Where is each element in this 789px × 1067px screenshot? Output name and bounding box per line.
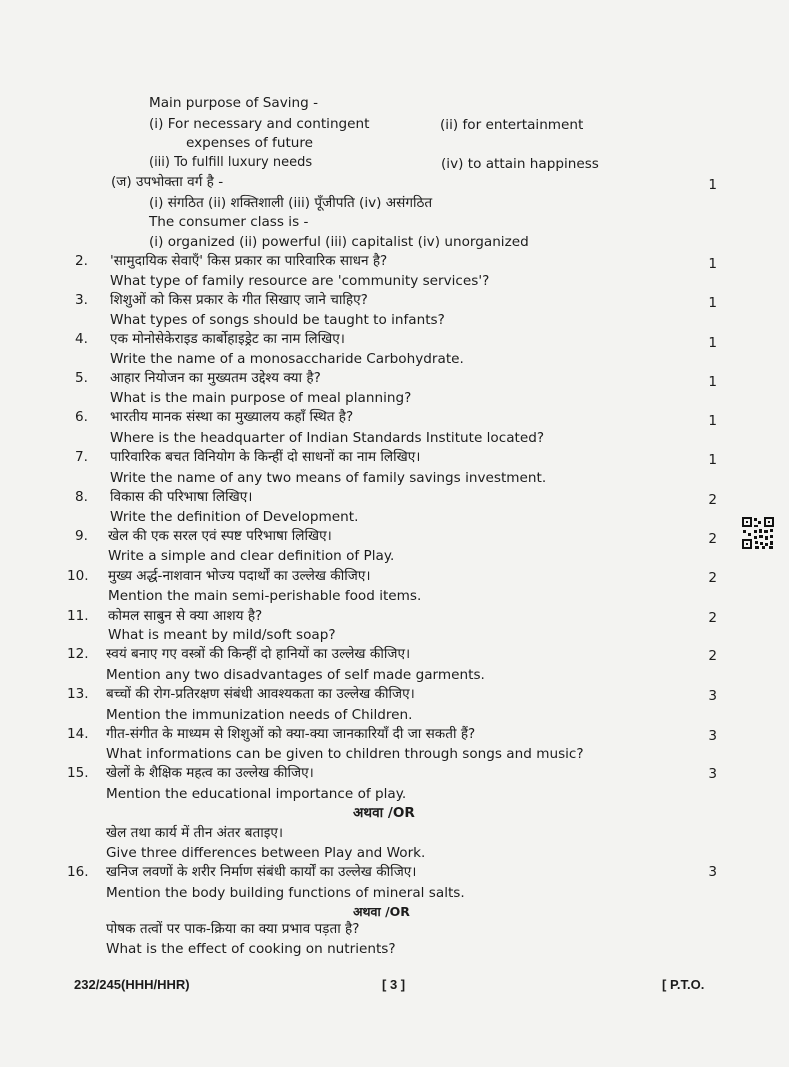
option-ii: (ii) for entertainment — [440, 117, 584, 133]
q9-hindi: खेल की एक सरल एवं स्पष्ट परिभाषा लिखिए। — [108, 528, 332, 544]
q4-hindi: एक मोनोसेकेराइड कार्बोहाइड्रेट का नाम लिखिए। — [110, 331, 345, 347]
q1-ja-options-hindi: (i) संगठित (ii) शक्तिशाली (iii) पूँजीपति (iv) असंगठित — [149, 195, 433, 211]
q10-mark: 2 — [708, 570, 717, 586]
q13-hindi: बच्चों की रोग-प्रतिरक्षण संबंधी आवश्यकता का उल्लेख कीजिए। — [106, 686, 415, 702]
q5-number: 5. — [75, 370, 88, 386]
option-iii: (iii) To fulfill luxury needs — [149, 155, 313, 170]
q14-mark: 3 — [708, 728, 717, 744]
q16-english: Mention the body building functions of mineral salts. — [106, 885, 465, 901]
q7-english: Write the name of any two means of family savings investment. — [110, 470, 547, 486]
q10-hindi: मुख्य अर्द्ध-नाशवान भोज्य पदार्थों का उल्लेख कीजिए। — [108, 568, 371, 584]
page-number: [ 3 ] — [382, 977, 406, 992]
q1-ja-options-english: (i) organized (ii) powerful (iii) capitalist (iv) unorganized — [149, 234, 529, 250]
qr-code-icon — [741, 516, 775, 550]
q3-english: What types of songs should be taught to infants? — [110, 312, 445, 328]
q3-hindi: शिशुओं को किस प्रकार के गीत सिखाए जाने चाहिए? — [110, 292, 368, 308]
q6-hindi: भारतीय मानक संस्था का मुख्यालय कहाँ स्थित है? — [110, 409, 354, 425]
q16-hindi: खनिज लवणों के शरीर निर्माण संबंधी कार्यों का उल्लेख कीजिए। — [106, 864, 417, 880]
q11-number: 11. — [67, 608, 89, 624]
q9-english: Write a simple and clear definition of Play. — [108, 548, 395, 564]
q16-alt-hindi: पोषक तत्वों पर पाक-क्रिया का क्या प्रभाव पड़ता है? — [106, 921, 360, 937]
q16-number: 16. — [67, 864, 89, 880]
q11-hindi: कोमल साबुन से क्या आशय है? — [108, 608, 263, 624]
q15-english: Mention the educational importance of play. — [106, 786, 407, 802]
q6-english: Where is the headquarter of Indian Standards Institute located? — [110, 430, 545, 446]
q4-mark: 1 — [708, 335, 717, 351]
q3-mark: 1 — [708, 295, 717, 311]
q3-number: 3. — [75, 292, 88, 308]
q5-hindi: आहार नियोजन का मुख्यतम उद्देश्य क्या है? — [110, 370, 321, 386]
q2-mark: 1 — [708, 256, 717, 272]
q5-mark: 1 — [708, 374, 717, 390]
q7-number: 7. — [75, 449, 88, 465]
option-iv: (iv) to attain happiness — [441, 156, 599, 172]
q15-alt-hindi: खेल तथा कार्य में तीन अंतर बताइए। — [106, 825, 284, 841]
q12-number: 12. — [67, 646, 89, 662]
q8-mark: 2 — [708, 492, 717, 508]
q13-mark: 3 — [708, 688, 717, 704]
q9-mark: 2 — [708, 531, 717, 547]
q10-number: 10. — [67, 568, 89, 584]
q12-mark: 2 — [708, 648, 717, 664]
option-i-cont: expenses of future — [186, 135, 314, 151]
q5-english: What is the main purpose of meal planning? — [110, 390, 412, 406]
q15-hindi: खेलों के शैक्षिक महत्व का उल्लेख कीजिए। — [106, 765, 314, 781]
pto-label: [ P.T.O. — [662, 977, 705, 992]
q14-hindi: गीत-संगीत के माध्यम से शिशुओं को क्या-क्या जानकारियाँ दी जा सकती हैं? — [106, 726, 476, 742]
q1-ja-mark: 1 — [708, 177, 717, 193]
q6-mark: 1 — [708, 413, 717, 429]
option-i: (i) For necessary and contingent — [149, 116, 370, 132]
q4-english: Write the name of a monosaccharide Carbohydrate. — [110, 351, 464, 367]
q16-alt-english: What is the effect of cooking on nutrients? — [106, 941, 396, 957]
q2-number: 2. — [75, 253, 88, 269]
q15-number: 15. — [67, 765, 89, 781]
q8-english: Write the definition of Development. — [110, 509, 359, 525]
q4-number: 4. — [75, 331, 88, 347]
q14-number: 14. — [67, 726, 89, 742]
q13-number: 13. — [67, 686, 89, 702]
q12-hindi: स्वयं बनाए गए वस्त्रों की किन्हीं दो हानियों का उल्लेख कीजिए। — [106, 646, 411, 662]
q13-english: Mention the immunization needs of Children. — [106, 707, 413, 723]
q6-number: 6. — [75, 409, 88, 425]
q1-ja-hindi: (ज) उपभोक्ता वर्ग है - — [111, 174, 224, 190]
q8-number: 8. — [75, 489, 88, 505]
q16-mark: 3 — [708, 864, 717, 880]
q11-mark: 2 — [708, 610, 717, 626]
q10-english: Mention the main semi-perishable food items. — [108, 588, 422, 604]
q1-ja-english: The consumer class is - — [149, 214, 309, 230]
q14-english: What informations can be given to children through songs and music? — [106, 746, 584, 762]
q9-number: 9. — [75, 528, 88, 544]
q7-hindi: पारिवारिक बचत विनियोग के किन्हीं दो साधनों का नाम लिखिए। — [110, 449, 421, 465]
q15-or-label: अथवा /OR — [353, 805, 415, 821]
q7-mark: 1 — [708, 452, 717, 468]
q11-english: What is meant by mild/soft soap? — [108, 627, 336, 643]
q2-english: What type of family resource are 'community services'? — [110, 273, 490, 289]
q2-hindi: 'सामुदायिक सेवाएँ' किस प्रकार का पारिवारिक साधन है? — [110, 253, 388, 269]
paper-code: 232/245(HHH/HHR) — [74, 977, 190, 992]
q8-hindi: विकास की परिभाषा लिखिए। — [110, 489, 253, 505]
q12-english: Mention any two disadvantages of self made garments. — [106, 667, 485, 683]
q16-or-label: अथवा /OR — [353, 904, 410, 919]
saving-purpose-title: Main purpose of Saving - — [149, 95, 318, 111]
q15-alt-english: Give three differences between Play and Work. — [106, 845, 426, 861]
q15-mark: 3 — [708, 766, 717, 782]
